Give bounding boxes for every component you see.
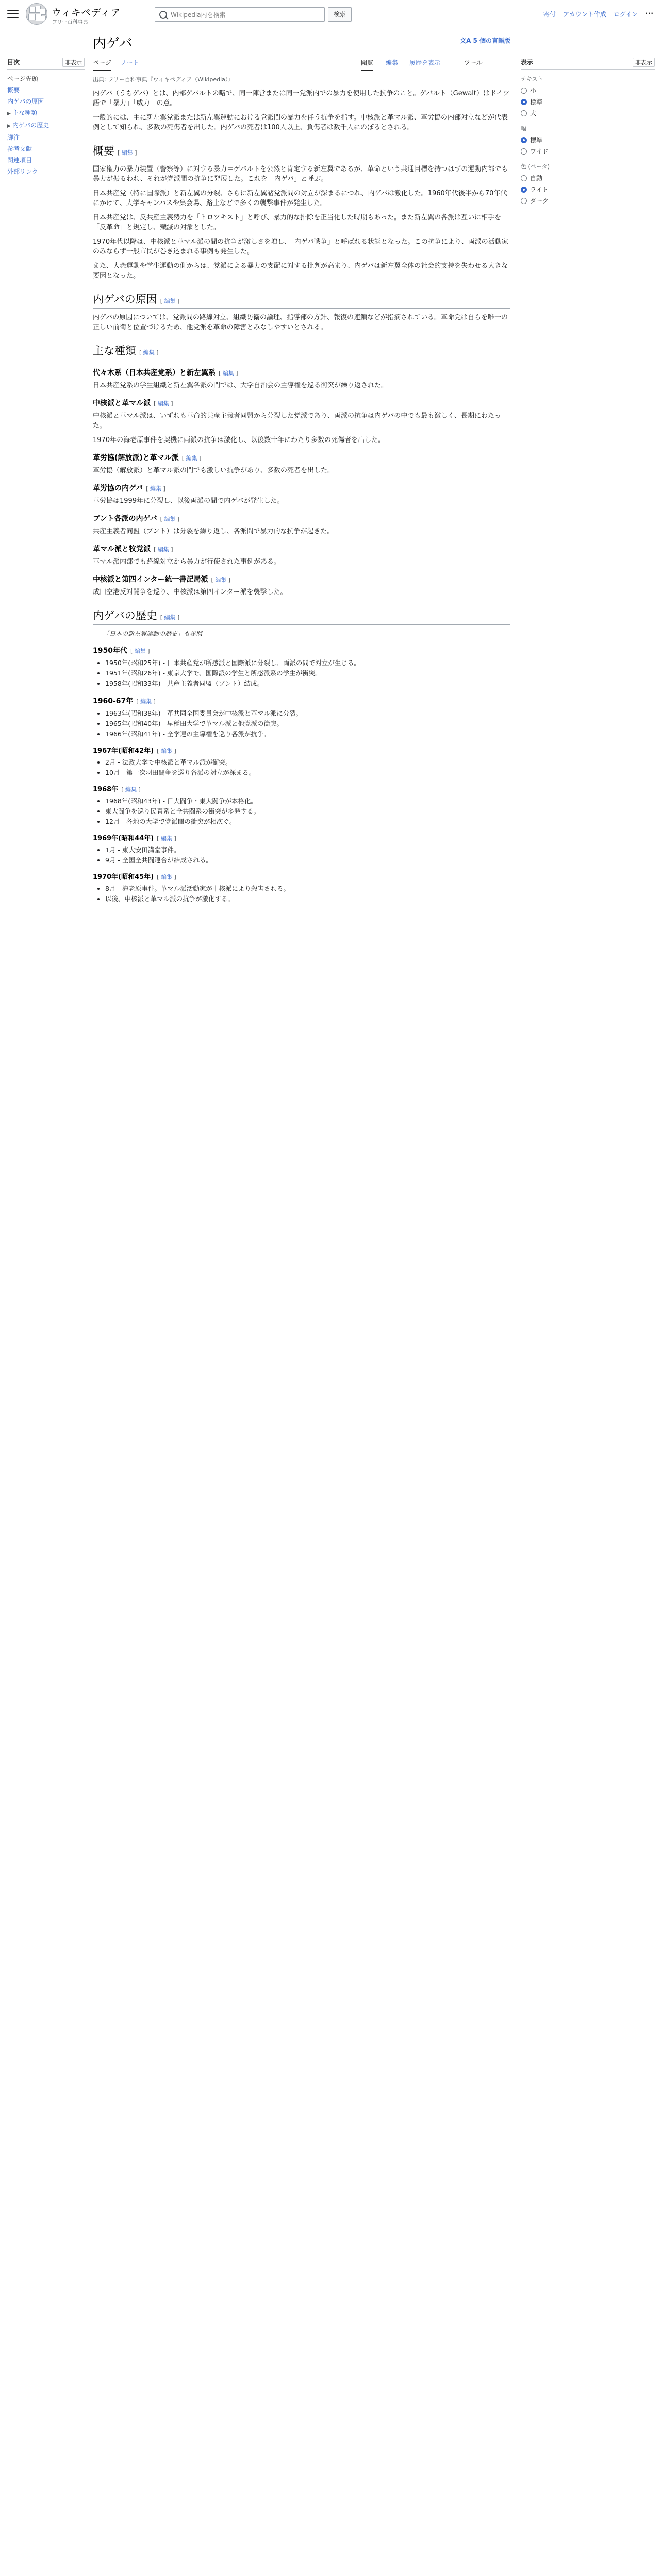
title-row — [93, 29, 510, 54]
body-paragraph: 革マル派内部でも路線対立から暴力が行使された事例がある。 — [93, 558, 281, 566]
toc-link[interactable]: 参考文献 — [7, 145, 32, 152]
radio-icon[interactable] — [521, 198, 527, 204]
radio-icon[interactable] — [521, 175, 527, 181]
chevron-right-icon[interactable]: ▶ — [7, 124, 11, 129]
byline: 出典: フリー百科事典『ウィキペディア（Wikipedia）』 — [93, 76, 234, 83]
event-list — [93, 658, 510, 688]
text-size-large[interactable] — [521, 108, 655, 119]
see-also-note[interactable]: 「日本の新左翼運動の歴史」も参照 — [103, 630, 203, 637]
edit-section-link[interactable]: 編集 — [121, 149, 133, 156]
body-paragraph: 革労協は1999年に分裂し、以後両派の間で内ゲバが発生した。 — [93, 497, 284, 505]
donate-link[interactable]: 寄付 — [543, 11, 556, 18]
heading-text: 革マル派と牧党派 — [93, 545, 151, 553]
language-button[interactable]: 文A 5 個の言語版 — [460, 37, 510, 44]
search-box — [155, 7, 325, 22]
radio-icon[interactable] — [521, 110, 527, 116]
wikipedia-logo[interactable] — [26, 3, 47, 25]
create-account-link[interactable]: アカウント作成 — [563, 11, 606, 18]
color-light[interactable] — [521, 184, 655, 195]
tab-edit[interactable]: 編集 — [386, 59, 399, 66]
width-label: 幅 — [521, 125, 526, 132]
heading-text: 代々木系（日本共産党系）と新左翼系 — [93, 369, 216, 377]
subsection-heading: 中核派と革マル派 [ 編集 ] — [93, 399, 173, 408]
appearance-panel — [521, 58, 655, 207]
event-list — [93, 709, 510, 739]
body-paragraph: また、大衆運動や学生運動の側からは、党派による暴力の支配に対する批判が高まり、内ゲバは新左翼全体の社会的支持を失わせる大きな要因となった。 — [93, 262, 508, 280]
event-item: • 1月 - 東大安田講堂事件。 — [105, 845, 510, 855]
toc-title: 目次 — [7, 59, 20, 66]
event-item: • 1965年(昭和40年) - 早稲田大学で革マル派と他党派の衝突。 — [105, 719, 510, 728]
event-item: • 1963年(昭和38年) - 革共同全国委員会が中核派と革マル派に分裂。 — [105, 709, 510, 718]
edit-section-link[interactable]: 編集 — [164, 516, 176, 522]
section-heading: 主な種類 [ 編集 ] — [93, 343, 510, 360]
event-item: • 1958年(昭和33年) - 共産主義者同盟（ブント）結成。 — [105, 679, 510, 688]
toc-item-types[interactable] — [7, 108, 85, 119]
heading-text: 革労協の内ゲバ — [93, 484, 143, 493]
body-paragraph: 日本共産党は、反共産主義勢力を「トロツキスト」と呼び、暴力的な排除を正当化した時期もあった。また新左翼の各派は互いに相手を「反革命」と規定し、殲滅の対象とした。 — [93, 214, 502, 231]
radio-selected-icon[interactable] — [521, 99, 527, 105]
toc-link[interactable]: 主な種類 — [12, 109, 38, 116]
body-paragraph: 1970年代以降は、中核派と革マル派の間の抗争が激しさを増し、「内ゲバ戦争」と呼ばれる状態となった。この抗争により、両派の活動家のみならず一般市民が巻き込まれる事例も発生した。 — [93, 238, 508, 256]
subsection-heading: 革労協(解放派)と革マル派 [ 編集 ] — [93, 454, 202, 462]
toc-link[interactable]: 内ゲバの原因 — [7, 98, 44, 105]
tab-read[interactable]: 閲覧 — [361, 58, 373, 71]
user-links — [543, 10, 654, 19]
edit-section-link[interactable]: 編集 — [125, 786, 137, 793]
color-label: 色 (ベータ) — [521, 163, 550, 170]
tab-page[interactable]: ページ — [93, 58, 111, 71]
subsection-heading: 1960-67年 [ 編集 ] — [93, 697, 156, 705]
section-heading: 概要 [ 編集 ] — [93, 143, 510, 160]
article-content — [93, 29, 510, 908]
text-size-standard[interactable] — [521, 96, 655, 108]
body-paragraph: 成田空港反対闘争を巡り、中核派は第四インター派を襲撃した。 — [93, 588, 287, 596]
page-title: 内ゲバ — [93, 36, 133, 52]
toc-item-top[interactable]: ページ先頭 — [7, 75, 38, 82]
toc-hide-button[interactable]: 非表示 — [62, 58, 85, 67]
text-size-label: テキスト — [521, 76, 543, 82]
subsubsection-heading: 1970年(昭和45年) [ 編集 ] — [93, 873, 176, 881]
heading-text: 概要 — [93, 145, 114, 157]
heading-text: 内ゲバの原因 — [93, 293, 157, 306]
chevron-right-icon[interactable]: ▶ — [7, 111, 11, 116]
heading-text: 1970年(昭和45年) — [93, 873, 154, 881]
subsection-heading: 中核派と第四インター統一書記局派 [ 編集 ] — [93, 575, 231, 584]
subsubsection-heading: 1969年(昭和44年) [ 編集 ] — [93, 835, 176, 842]
radio-icon[interactable] — [521, 88, 527, 94]
event-item: • 10月 - 第一次羽田闘争を巡り各派の対立が深まる。 — [105, 768, 510, 777]
toc-item-external[interactable] — [7, 166, 85, 177]
edit-section-link[interactable]: 編集 — [150, 485, 161, 492]
tab-history[interactable]: 履歴を表示 — [409, 59, 441, 66]
text-size-small[interactable] — [521, 85, 655, 96]
tab-talk[interactable]: ノート — [121, 59, 139, 66]
toc-link[interactable]: 概要 — [7, 87, 20, 94]
option-label: ワイド — [530, 148, 549, 155]
option-label: 自動 — [530, 175, 543, 182]
event-item: • 2月 - 法政大学で中核派と革マル派が衝突。 — [105, 758, 510, 767]
heading-text: ブント各派の内ゲバ — [93, 515, 157, 523]
edit-section-link[interactable]: 編集 — [215, 577, 227, 583]
subsection-heading: 1950年代 [ 編集 ] — [93, 647, 150, 655]
event-list — [93, 845, 510, 865]
radio-selected-icon[interactable] — [521, 137, 527, 143]
intro-paragraph: 内ゲバ（うちゲバ）とは、内部ゲバルトの略で、同一陣営または同一党派内での暴力を使用した抗争のこと。ゲバルト（Gewalt）はドイツ語で「暴力」「威力」の意。 — [93, 90, 510, 107]
body-paragraph: 中核派と革マル派は、いずれも革命的共産主義者同盟から分裂した党派であり、両派の抗争は内ゲバの中でも最も激しく、長期にわたった。 — [93, 412, 501, 430]
color-dark[interactable] — [521, 195, 655, 207]
edit-section-link[interactable]: 編集 — [140, 698, 152, 705]
section-heading: 内ゲバの原因 [ 編集 ] — [93, 291, 510, 309]
radio-selected-icon[interactable] — [521, 187, 527, 193]
toc-link[interactable]: 関連項目 — [7, 157, 32, 164]
body-paragraph: 日本共産党（特に国際派）と新左翼の分裂、さらに新左翼諸党派間の対立が深まるにつれ、内ゲバは激化した。1960年代後半から70年代にかけて、大学キャンパスや集会場、路上などで多くの襲撃事件が発生した。 — [93, 190, 507, 207]
heading-text: 中核派と第四インター統一書記局派 — [93, 575, 208, 584]
intro-paragraph: 一般的には、主に新左翼党派または新左翼運動における党派間の暴力を伴う抗争を指す。中核派と革マル派、革労協の内部対立などが代表例として知られ、多数の死傷者を出した。内ゲバの死者は100人以上、負傷者は数千人にのぼるとされる。 — [93, 114, 508, 131]
heading-text: 革労協(解放派)と革マル派 — [93, 454, 179, 462]
main-menu-icon[interactable] — [7, 8, 19, 20]
appearance-header — [521, 58, 655, 70]
toc-item-overview[interactable] — [7, 85, 85, 95]
toc-item-references[interactable] — [7, 144, 85, 154]
option-label: 小 — [530, 87, 537, 94]
subsubsection-heading: 1967年(昭和42年) [ 編集 ] — [93, 747, 176, 755]
body-paragraph: 革労協（解放派）と革マル派の間でも激しい抗争があり、多数の死者を出した。 — [93, 467, 335, 474]
subsection-heading: 代々木系（日本共産党系）と新左翼系 [ 編集 ] — [93, 369, 238, 377]
event-item: • 1951年(昭和26年) - 東京大学で、国際派の学生と所感派系の学生が衝突。 — [105, 669, 510, 678]
radio-icon[interactable] — [521, 148, 527, 155]
event-item: • 1950年(昭和25年) - 日本共産党が所感派と国際派に分裂し、両派の間で対立が生じる。 — [105, 658, 510, 668]
edit-section-link[interactable]: 編集 — [160, 835, 172, 842]
site-header — [0, 0, 662, 29]
subsection-heading: 革労協の内ゲバ [ 編集 ] — [93, 484, 166, 493]
edit-section-link[interactable]: 編集 — [134, 648, 146, 654]
body-paragraph: 国家権力の暴力装置（警察等）に対する暴力＝ゲバルトを公然と肯定する新左翼であるが、革命という共通目標を持つはずの運動内部でも暴力が振るわれ、それが党派間の抗争に発展した。これを「内ゲバ」と呼ぶ。 — [93, 165, 508, 183]
body-paragraph: 日本共産党系の学生組織と新左翼各派の間では、大学自治会の主導権を巡る衝突が繰り返された。 — [93, 382, 388, 389]
more-options-icon[interactable]: ··· — [645, 10, 654, 17]
event-item: • 1968年(昭和43年) - 日大闘争・東大闘争が本格化。 — [105, 796, 510, 806]
toc-item-history[interactable] — [7, 120, 85, 131]
heading-text: 1950年代 — [93, 647, 127, 655]
event-list — [93, 758, 510, 777]
edit-section-link[interactable]: 編集 — [157, 400, 169, 407]
edit-section-link[interactable]: 編集 — [164, 614, 176, 621]
appearance-title: 表示 — [521, 59, 534, 66]
subsubsection-heading: 1968年 [ 編集 ] — [93, 786, 141, 793]
event-list — [93, 884, 510, 904]
edit-section-link[interactable]: 編集 — [160, 748, 172, 754]
option-label: 標準 — [530, 98, 543, 106]
toc-link[interactable]: 外部リンク — [7, 168, 38, 175]
subsection-heading: 革マル派と牧党派 [ 編集 ] — [93, 545, 173, 553]
page-tabs — [93, 54, 510, 71]
event-item: • 1966年(昭和41年) - 全学連の主導権を巡り各派が抗争。 — [105, 730, 510, 739]
toc-header — [7, 58, 85, 70]
width-standard[interactable] — [521, 134, 655, 146]
tagline: フリー百科事典 — [52, 20, 88, 25]
toc-item-notes[interactable] — [7, 132, 85, 143]
option-label: 大 — [530, 110, 537, 117]
edit-section-link[interactable]: 編集 — [222, 370, 234, 377]
toc-link[interactable]: 脚注 — [7, 134, 20, 141]
subsection-heading: ブント各派の内ゲバ [ 編集 ] — [93, 515, 180, 523]
color-auto[interactable] — [521, 173, 655, 184]
appearance-hide-button[interactable]: 非表示 — [633, 58, 655, 67]
body-paragraph: 共産主義者同盟（ブント）は分裂を繰り返し、各派間で暴力的な抗争が起きた。 — [93, 528, 334, 535]
option-label: ダーク — [530, 197, 549, 205]
heading-text: 1967年(昭和42年) — [93, 747, 154, 755]
option-label: 標準 — [530, 137, 543, 144]
edit-section-link[interactable]: 編集 — [157, 546, 169, 553]
event-item: • 以後、中核派と革マル派の抗争が激化する。 — [105, 894, 510, 904]
heading-text: 1969年(昭和44年) — [93, 835, 154, 842]
event-item: • 8月 - 海老原事件。革マル派活動家が中核派により殺害される。 — [105, 884, 510, 893]
edit-section-link[interactable]: 編集 — [143, 349, 155, 356]
heading-text: 1960-67年 — [93, 697, 134, 705]
edit-section-link[interactable]: 編集 — [160, 874, 172, 880]
heading-text: 主な種類 — [93, 345, 136, 357]
search-icon — [159, 11, 167, 19]
login-link[interactable]: ログイン — [613, 11, 638, 18]
search-input[interactable] — [170, 10, 321, 20]
event-item: • 12月 - 各地の大学で党派間の衝突が相次ぐ。 — [105, 817, 510, 826]
event-item: • 9月 - 全国全共闘連合が結成される。 — [105, 856, 510, 865]
search-button[interactable]: 検索 — [328, 7, 352, 22]
section-heading: 内ゲバの歴史 [ 編集 ] — [93, 607, 510, 625]
wordmark[interactable]: ウィキペディア — [52, 7, 121, 19]
edit-section-link[interactable]: 編集 — [164, 298, 176, 304]
edit-section-link[interactable]: 編集 — [186, 455, 197, 462]
heading-text: 1968年 — [93, 786, 119, 793]
event-item: • 東大闘争を巡り民青系と全共闘系の衝突が多発する。 — [105, 807, 510, 816]
body-paragraph: 内ゲバの原因については、党派間の路線対立、組織防衛の論理、指導部の方針、報復の連鎖などが指摘されている。革命党は自らを唯一の正しい前衛と位置づけるため、他党派を革命の障害とみなしやすいとされる。 — [93, 314, 508, 331]
toc-link[interactable]: 内ゲバの歴史 — [12, 122, 49, 129]
toc-sidebar — [7, 58, 85, 178]
body-paragraph: 1970年の海老原事件を契機に両派の抗争は激化し、以後数十年にわたり多数の死傷者を出した。 — [93, 436, 385, 444]
heading-text: 内ゲバの歴史 — [93, 609, 157, 622]
toc-item-causes[interactable] — [7, 96, 85, 107]
toc-item-related[interactable] — [7, 155, 85, 165]
option-label: ライト — [530, 186, 549, 193]
tab-tools[interactable]: ツール — [464, 59, 483, 66]
width-wide[interactable] — [521, 146, 655, 157]
heading-text: 中核派と革マル派 — [93, 399, 151, 408]
event-list — [93, 796, 510, 826]
